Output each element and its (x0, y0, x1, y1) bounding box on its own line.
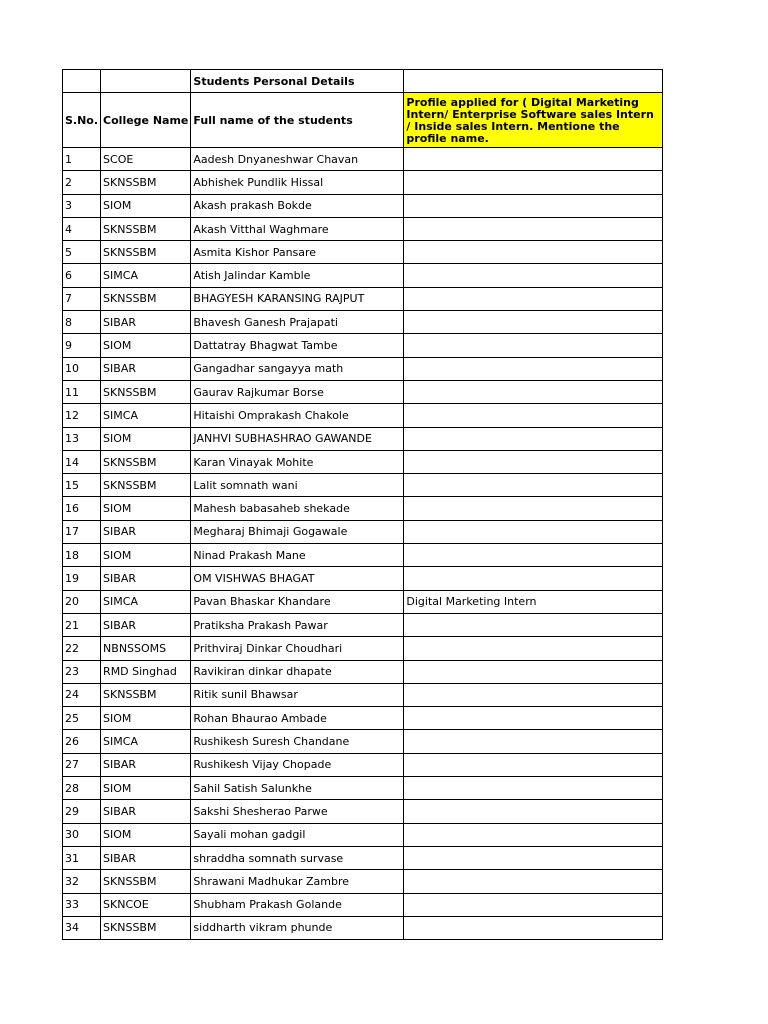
section-title[interactable]: Students Personal Details (191, 70, 404, 93)
cell-profile[interactable] (404, 474, 663, 497)
cell-profile[interactable] (404, 450, 663, 473)
cell-college[interactable]: SIOM (101, 427, 191, 450)
cell-student-name[interactable]: Sayali mohan gadgil (191, 823, 404, 846)
table-row (63, 893, 663, 916)
cell-college[interactable]: SIMCA (101, 264, 191, 287)
table-row (63, 520, 663, 543)
cell-student-name[interactable]: Prithviraj Dinkar Choudhari (191, 637, 404, 660)
cell-college[interactable]: SIOM (101, 194, 191, 217)
cell-profile[interactable] (404, 800, 663, 823)
cell-profile[interactable]: Digital Marketing Intern (404, 590, 663, 613)
cell-profile[interactable] (404, 753, 663, 776)
cell-college[interactable]: SKNSSBM (101, 171, 191, 194)
table-row (63, 707, 663, 730)
cell-college[interactable]: SIMCA (101, 404, 191, 427)
table-row (63, 450, 663, 473)
table-row (63, 753, 663, 776)
cell-student-name[interactable]: shraddha somnath survase (191, 846, 404, 869)
cell-sno[interactable]: 26 (63, 730, 101, 753)
table-row (63, 264, 663, 287)
cell-student-name[interactable]: BHAGYESH KARANSING RAJPUT (191, 287, 404, 310)
cell-student-name[interactable]: Ravikiran dinkar dhapate (191, 660, 404, 683)
table-row (63, 730, 663, 753)
cell-profile[interactable] (404, 404, 663, 427)
table-row (63, 497, 663, 520)
cell-sno[interactable]: 13 (63, 427, 101, 450)
cell-sno[interactable]: 6 (63, 264, 101, 287)
cell-college[interactable]: SKNSSBM (101, 916, 191, 939)
table-row (63, 287, 663, 310)
cell-college[interactable]: SIMCA (101, 730, 191, 753)
cell-sno[interactable]: 27 (63, 753, 101, 776)
cell-student-name[interactable]: Asmita Kishor Pansare (191, 241, 404, 264)
cell-student-name[interactable]: Megharaj Bhimaji Gogawale (191, 520, 404, 543)
cell-profile[interactable] (404, 334, 663, 357)
header-profile-applied[interactable]: Profile applied for ( Digital Marketing Intern/ Enterprise Software sales Intern / Inside sales Intern. Mentione the profile name. (404, 93, 663, 148)
cell-college[interactable]: SKNSSBM (101, 241, 191, 264)
table-row (63, 334, 663, 357)
cell-sno[interactable]: 3 (63, 194, 101, 217)
cell-sno[interactable]: 21 (63, 613, 101, 636)
cell-student-name[interactable]: Shrawani Madhukar Zambre (191, 870, 404, 893)
cell-college[interactable]: SIOM (101, 544, 191, 567)
cell-college[interactable]: SKNSSBM (101, 217, 191, 240)
cell-student-name[interactable]: Sakshi Shesherao Parwe (191, 800, 404, 823)
header-full-name[interactable]: Full name of the students (191, 93, 404, 148)
cell-college[interactable]: SKNSSBM (101, 474, 191, 497)
cell-student-name[interactable]: Lalit somnath wani (191, 474, 404, 497)
cell-profile[interactable] (404, 870, 663, 893)
cell-sno[interactable]: 31 (63, 846, 101, 869)
title-cell-empty-1[interactable] (63, 70, 101, 93)
header-sno[interactable]: S.No. (63, 93, 101, 148)
cell-college[interactable]: SIOM (101, 707, 191, 730)
table-row (63, 171, 663, 194)
table-row (63, 613, 663, 636)
cell-student-name[interactable]: Karan Vinayak Mohite (191, 450, 404, 473)
cell-sno[interactable]: 1 (63, 148, 101, 171)
table-row (63, 590, 663, 613)
cell-college[interactable]: SKNSSBM (101, 870, 191, 893)
cell-sno[interactable]: 18 (63, 544, 101, 567)
title-row (63, 70, 663, 93)
cell-profile[interactable] (404, 544, 663, 567)
table-row (63, 637, 663, 660)
cell-sno[interactable]: 11 (63, 380, 101, 403)
cell-profile[interactable] (404, 660, 663, 683)
table-row (63, 217, 663, 240)
cell-profile[interactable] (404, 311, 663, 334)
cell-college[interactable]: NBNSSOMS (101, 637, 191, 660)
table-row (63, 567, 663, 590)
cell-profile[interactable] (404, 497, 663, 520)
cell-student-name[interactable]: Hitaishi Omprakash Chakole (191, 404, 404, 427)
cell-college[interactable]: SKNSSBM (101, 287, 191, 310)
table-row (63, 380, 663, 403)
table-row (63, 800, 663, 823)
title-cell-empty-2[interactable] (101, 70, 191, 93)
header-row (63, 93, 663, 148)
cell-student-name[interactable]: siddharth vikram phunde (191, 916, 404, 939)
cell-profile[interactable] (404, 823, 663, 846)
cell-student-name[interactable]: Gangadhar sangayya math (191, 357, 404, 380)
student-details-table (62, 69, 663, 940)
cell-college[interactable]: SIMCA (101, 590, 191, 613)
cell-college[interactable]: SIBAR (101, 567, 191, 590)
cell-student-name[interactable]: Rohan Bhaurao Ambade (191, 707, 404, 730)
cell-student-name[interactable]: Bhavesh Ganesh Prajapati (191, 311, 404, 334)
cell-sno[interactable]: 24 (63, 683, 101, 706)
cell-profile[interactable] (404, 194, 663, 217)
cell-student-name[interactable]: Gaurav Rajkumar Borse (191, 380, 404, 403)
table-row (63, 916, 663, 939)
cell-sno[interactable]: 33 (63, 893, 101, 916)
cell-college[interactable]: SIBAR (101, 520, 191, 543)
cell-college[interactable]: SIBAR (101, 613, 191, 636)
table-row (63, 311, 663, 334)
cell-sno[interactable]: 32 (63, 870, 101, 893)
table-row (63, 148, 663, 171)
cell-sno[interactable]: 20 (63, 590, 101, 613)
cell-student-name[interactable]: Atish Jalindar Kamble (191, 264, 404, 287)
cell-profile[interactable] (404, 380, 663, 403)
cell-sno[interactable]: 7 (63, 287, 101, 310)
cell-sno[interactable]: 2 (63, 171, 101, 194)
cell-college[interactable]: SKNSSBM (101, 683, 191, 706)
cell-profile[interactable] (404, 241, 663, 264)
cell-sno[interactable]: 29 (63, 800, 101, 823)
cell-profile[interactable] (404, 916, 663, 939)
cell-profile[interactable] (404, 683, 663, 706)
cell-student-name[interactable]: Akash prakash Bokde (191, 194, 404, 217)
title-cell-empty-4[interactable] (404, 70, 663, 93)
cell-college[interactable]: SKNSSBM (101, 380, 191, 403)
cell-sno[interactable]: 10 (63, 357, 101, 380)
cell-college[interactable]: SIBAR (101, 357, 191, 380)
cell-profile[interactable] (404, 427, 663, 450)
table-row (63, 870, 663, 893)
cell-sno[interactable]: 22 (63, 637, 101, 660)
cell-student-name[interactable]: Dattatray Bhagwat Tambe (191, 334, 404, 357)
cell-college[interactable]: SKNSSBM (101, 450, 191, 473)
cell-profile[interactable] (404, 217, 663, 240)
cell-sno[interactable]: 28 (63, 777, 101, 800)
cell-student-name[interactable]: Mahesh babasaheb shekade (191, 497, 404, 520)
cell-profile[interactable] (404, 148, 663, 171)
cell-student-name[interactable]: Ritik sunil Bhawsar (191, 683, 404, 706)
table-row (63, 474, 663, 497)
cell-sno[interactable]: 9 (63, 334, 101, 357)
table-row (63, 823, 663, 846)
cell-student-name[interactable]: Pavan Bhaskar Khandare (191, 590, 404, 613)
table-row (63, 427, 663, 450)
cell-college[interactable]: SIOM (101, 334, 191, 357)
cell-student-name[interactable]: Shubham Prakash Golande (191, 893, 404, 916)
table-row (63, 777, 663, 800)
cell-sno[interactable]: 19 (63, 567, 101, 590)
cell-college[interactable]: SKNCOE (101, 893, 191, 916)
cell-student-name[interactable]: Sahil Satish Salunkhe (191, 777, 404, 800)
cell-profile[interactable] (404, 707, 663, 730)
cell-profile[interactable] (404, 264, 663, 287)
cell-sno[interactable]: 5 (63, 241, 101, 264)
cell-sno[interactable]: 14 (63, 450, 101, 473)
cell-sno[interactable]: 16 (63, 497, 101, 520)
cell-profile[interactable] (404, 171, 663, 194)
cell-sno[interactable]: 30 (63, 823, 101, 846)
cell-college[interactable]: SIOM (101, 497, 191, 520)
cell-student-name[interactable]: Aadesh Dnyaneshwar Chavan (191, 148, 404, 171)
cell-profile[interactable] (404, 637, 663, 660)
cell-profile[interactable] (404, 287, 663, 310)
cell-profile[interactable] (404, 730, 663, 753)
cell-profile[interactable] (404, 357, 663, 380)
cell-college[interactable]: SIOM (101, 823, 191, 846)
cell-sno[interactable]: 12 (63, 404, 101, 427)
table-row (63, 683, 663, 706)
cell-student-name[interactable]: Ninad Prakash Mane (191, 544, 404, 567)
cell-sno[interactable]: 23 (63, 660, 101, 683)
table-row (63, 241, 663, 264)
cell-sno[interactable]: 17 (63, 520, 101, 543)
header-college-name[interactable]: College Name (101, 93, 191, 148)
table-row (63, 660, 663, 683)
cell-college[interactable]: SCOE (101, 148, 191, 171)
cell-profile[interactable] (404, 520, 663, 543)
cell-sno[interactable]: 4 (63, 217, 101, 240)
cell-sno[interactable]: 34 (63, 916, 101, 939)
cell-college[interactable]: SIBAR (101, 800, 191, 823)
table-row (63, 404, 663, 427)
cell-profile[interactable] (404, 893, 663, 916)
cell-college[interactable]: RMD Singhad (101, 660, 191, 683)
table-row (63, 194, 663, 217)
cell-student-name[interactable]: Rushikesh Vijay Chopade (191, 753, 404, 776)
cell-college[interactable]: SIOM (101, 777, 191, 800)
cell-college[interactable]: SIBAR (101, 311, 191, 334)
cell-sno[interactable]: 15 (63, 474, 101, 497)
cell-profile[interactable] (404, 613, 663, 636)
table-row (63, 544, 663, 567)
cell-sno[interactable]: 8 (63, 311, 101, 334)
cell-student-name[interactable]: Rushikesh Suresh Chandane (191, 730, 404, 753)
table-row (63, 357, 663, 380)
cell-student-name[interactable]: Abhishek Pundlik Hissal (191, 171, 404, 194)
cell-student-name[interactable]: Pratiksha Prakash Pawar (191, 613, 404, 636)
cell-student-name[interactable]: Akash Vitthal Waghmare (191, 217, 404, 240)
cell-college[interactable]: SIBAR (101, 846, 191, 869)
cell-profile[interactable] (404, 777, 663, 800)
cell-sno[interactable]: 25 (63, 707, 101, 730)
cell-college[interactable]: SIBAR (101, 753, 191, 776)
cell-profile[interactable] (404, 567, 663, 590)
cell-student-name[interactable]: OM VISHWAS BHAGAT (191, 567, 404, 590)
table-row (63, 846, 663, 869)
cell-student-name[interactable]: JANHVI SUBHASHRAO GAWANDE (191, 427, 404, 450)
cell-profile[interactable] (404, 846, 663, 869)
